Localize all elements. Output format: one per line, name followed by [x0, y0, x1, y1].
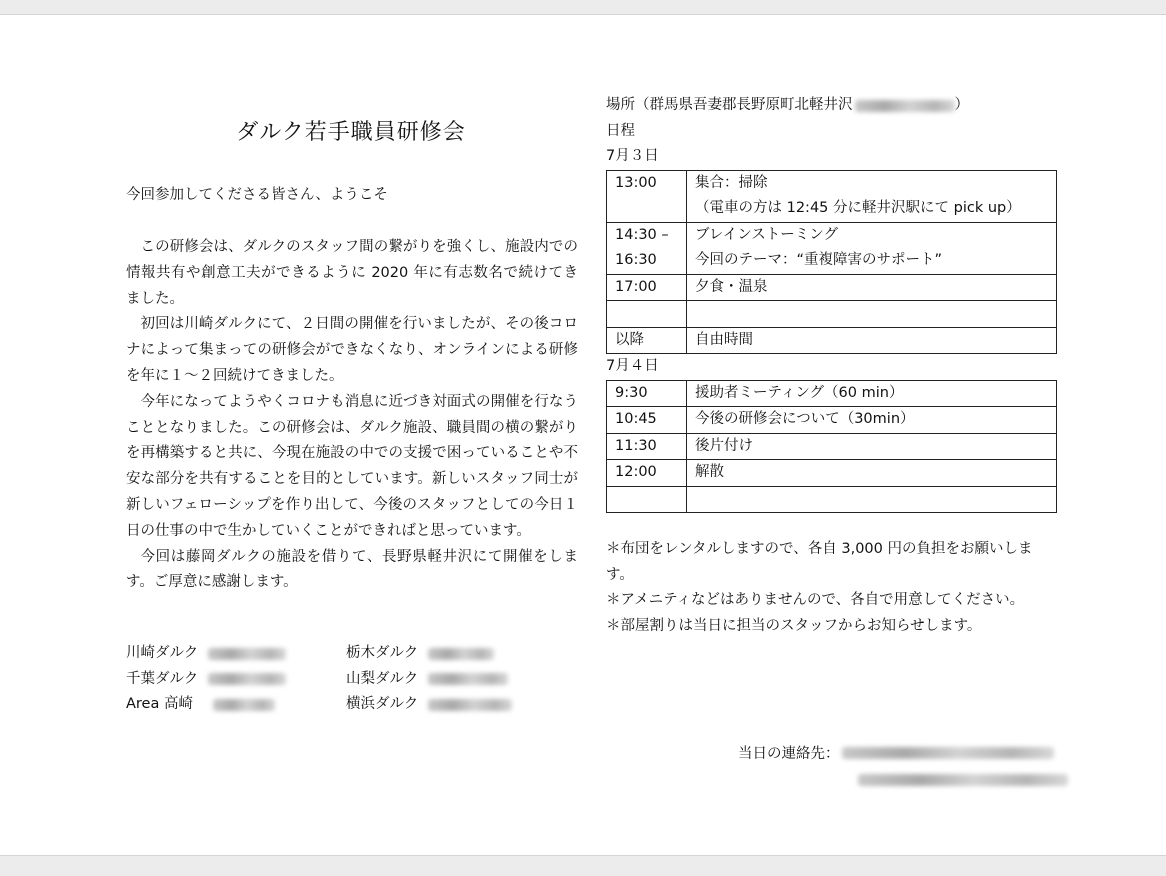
redacted-name	[208, 648, 286, 660]
activity-line: 今回のテーマ：“重複障害のサポート”	[695, 252, 943, 268]
note-item: ＊布団をレンタルしますので、各自 3,000 円の負担をお願いします。	[606, 541, 1033, 583]
activity-cell: 夕食・温泉	[687, 274, 1057, 301]
activity-line: ブレインストーミング	[695, 226, 838, 243]
location-text: 場所（群馬県吾妻郡長野原町北軽井沢	[606, 97, 853, 113]
viewer-top-bar	[0, 0, 1166, 15]
table-row	[607, 327, 1057, 354]
location-close: ）	[954, 97, 969, 113]
activity-cell: 援助者ミーティング（60 min）	[687, 380, 1057, 407]
staff-org: Area 高崎	[126, 696, 193, 712]
day-label: 7月４日	[606, 358, 659, 374]
time-cell: 14:30 – 16:30	[607, 222, 687, 274]
activity-cell: 今後の研修会について（30min）	[687, 407, 1057, 434]
location-line	[606, 93, 1058, 119]
activity-cell	[687, 222, 1057, 274]
table-row	[607, 222, 1057, 274]
note-item: ＊部屋割りは当日に担当のスタッフからお知らせします。	[606, 617, 982, 634]
intro-body	[126, 235, 578, 596]
activity-cell: 解散	[687, 460, 1057, 487]
table-row	[607, 301, 1057, 328]
day-label: 7月３日	[606, 148, 659, 164]
note-item: ＊アメニティなどはありませんので、各自で用意してください。	[606, 592, 1025, 608]
table-row	[607, 433, 1057, 460]
staff-org: 千葉ダルク	[126, 670, 199, 687]
paragraph: 初回は川崎ダルクにて、２日間の開催を行いましたが、その後コロナによって集まっての研修会ができなくなり、オンラインによる研修を年に１～２回続けてきました。	[126, 316, 578, 384]
time-cell	[607, 301, 687, 328]
staff-org: 山梨ダルク	[346, 670, 419, 687]
time-cell: 11:30	[607, 433, 687, 460]
table-row	[607, 170, 1057, 222]
activity-cell	[687, 486, 1057, 513]
staff-row	[126, 692, 546, 718]
activity-cell: 自由時間	[687, 327, 1057, 354]
paragraph: 今年になってようやくコロナも消息に近づき対面式の開催を行なうこととなりました。この研修会は、ダルク施設、職員間の横の繋がりを再構築すると共に、今現在施設の中での支援で困っていることや不安な部分を共有することを目的としています。新しいスタッフ同士が新しいフェローシップを作り出して、今後のスタッフとしての今日１日の仕事の中で生かしていくことができればと思っています。	[126, 393, 578, 539]
redacted-phone	[858, 774, 1068, 786]
document-page	[0, 15, 1166, 855]
schedule-table-day2	[606, 380, 1057, 514]
staff-list	[126, 641, 546, 718]
table-row	[607, 460, 1057, 487]
time-cell: 13:00	[607, 170, 687, 222]
schedule-table-day1	[606, 170, 1057, 355]
table-row	[607, 407, 1057, 434]
staff-org: 栃木ダルク	[346, 645, 419, 661]
redacted-contact	[842, 747, 1054, 759]
contact-block	[738, 739, 1068, 793]
redacted-name	[208, 673, 286, 685]
contact-label: 当日の連絡先：	[738, 746, 840, 762]
activity-line: （電車の方は 12:45 分に軽井沢駅にて pick up）	[695, 200, 1021, 216]
table-row	[607, 486, 1057, 513]
activity-cell: 後片付け	[687, 433, 1057, 460]
notes	[606, 537, 1058, 639]
schedule-column	[606, 93, 1058, 639]
table-row	[607, 274, 1057, 301]
schedule-heading: 日程	[606, 122, 635, 139]
paragraph: この研修会は、ダルクのスタッフ間の繋がりを強くし、施設内での情報共有や創意工夫ができるように 2020 年に有志数名で続けてきました。	[126, 239, 578, 307]
time-cell: 17:00	[607, 274, 687, 301]
table-row	[607, 380, 1057, 407]
staff-org: 川崎ダルク	[126, 645, 199, 661]
viewer-bottom-bar	[0, 855, 1166, 876]
activity-line: 集合：掃除	[695, 174, 768, 191]
activity-cell	[687, 301, 1057, 328]
time-cell: 以降	[607, 327, 687, 354]
time-cell	[607, 486, 687, 513]
time-cell: 12:00	[607, 460, 687, 487]
staff-row	[126, 667, 546, 693]
greeting-line: 今回参加してくださる皆さん、ようこそ	[126, 187, 388, 203]
redacted-address	[855, 100, 955, 112]
staff-row	[126, 641, 546, 667]
paragraph: 今回は藤岡ダルクの施設を借りて、長野県軽井沢にて開催をします。ご厚意に感謝します。	[126, 548, 578, 591]
redacted-name	[428, 673, 508, 685]
redacted-name	[428, 699, 512, 711]
activity-cell	[687, 170, 1057, 222]
redacted-name	[428, 648, 494, 660]
time-cell: 9:30	[607, 380, 687, 407]
staff-org: 横浜ダルク	[346, 696, 419, 712]
document-title: ダルク若手職員研修会	[236, 120, 466, 145]
redacted-name	[213, 699, 275, 711]
time-cell: 10:45	[607, 407, 687, 434]
